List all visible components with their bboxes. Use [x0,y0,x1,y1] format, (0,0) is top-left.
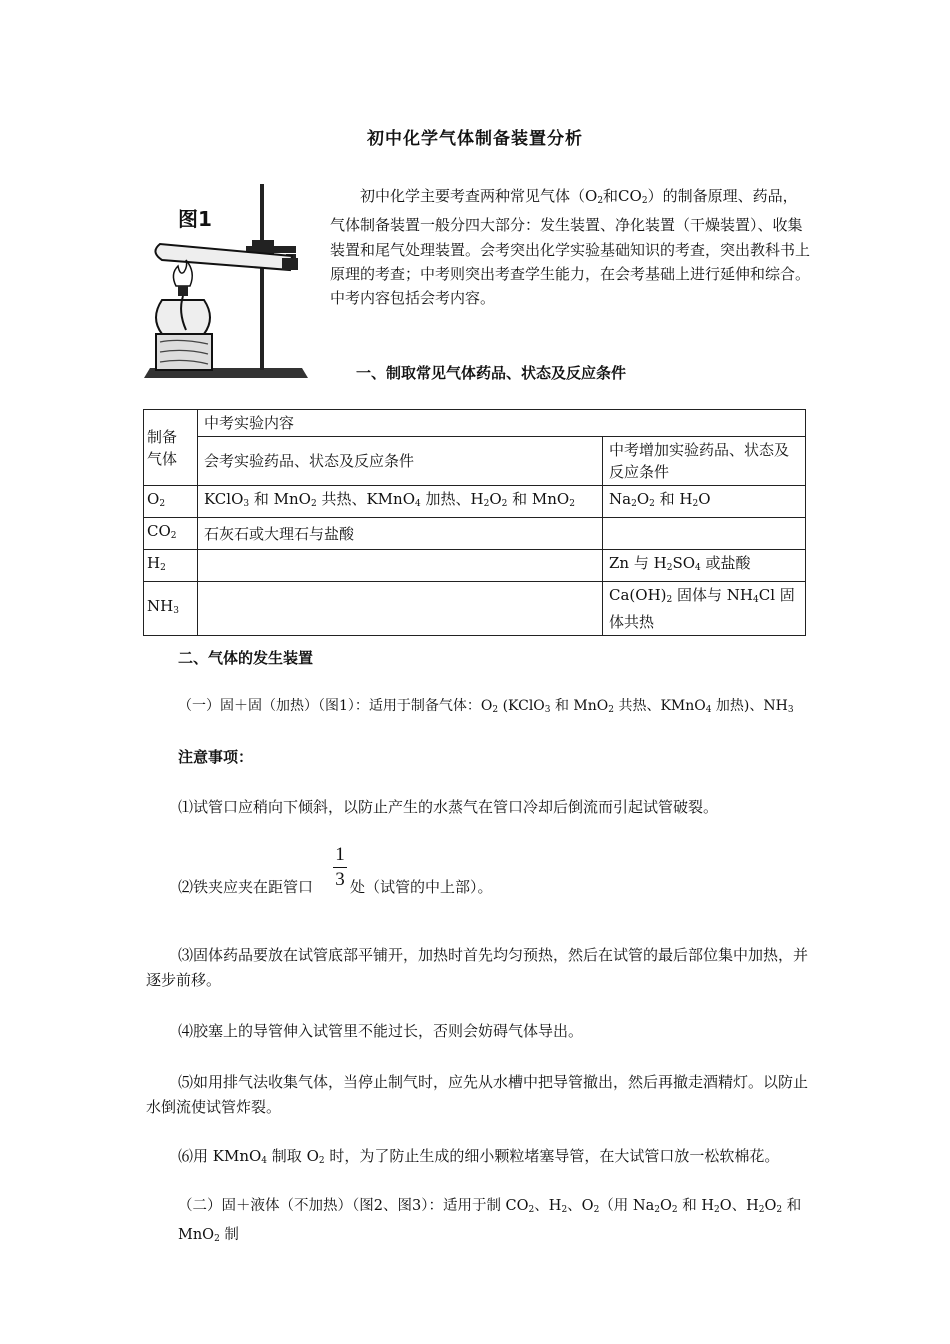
extra-header-cell: 中考增加实验药品、状态及反应条件 [603,437,806,486]
notes-title: 注意事项： [178,748,254,766]
intro-text-1: 初中化学主要考查两种常见气体（O [360,187,598,205]
apparatus-figure [140,182,312,386]
zhongkao-header-cell: 中考实验内容 [198,410,806,437]
section-heading-2: 二、气体的发生装置 [178,649,314,667]
gas-table [143,409,806,636]
intro-text-rest: 备原理、药品，气体制备装置一般分四大部分：发生装置、净化装置（干燥装置）、收集装置和尾气处理装置。会考突出化学实验基础知识的考查，突出教科书上原理的考查；中考则突出考查学生能力，在会考基础上进行延伸和综合。中考内容包括会考内容。 [330,187,811,308]
extra-cell: $Ca(OH)_2$ 固体与 $NH_4Cl$ 固体共热 [603,582,806,636]
huikao-cell [198,582,603,636]
fraction-denominator: 3 [335,869,345,890]
table-row [144,486,806,518]
solid-liquid-paragraph: （二）固＋液体（不加热）（图2、图3）：适用于制 $CO_2$、$H_2$、$O_2$（用 $Na_2O_2$ 和 $H_2O$、$H_2O_2$ 和 MnO$_2$ 制 [178,1198,802,1244]
gas-cell: $CO_2$ [144,518,198,550]
table-row [144,410,806,437]
figure-label: 图1 [178,207,212,231]
intro-sub-2: 2 [641,196,648,206]
gas-cell: $H_2$ [144,550,198,582]
table-row [144,518,806,550]
note-2-pre: ⑵铁夹应夹在距管口 [178,878,314,896]
note-5: ⑸如用排气法收集气体，当停止制气时，应先从水槽中把导管撤出，然后再撤走酒精灯。以防止水倒流使试管炸裂。 [146,1073,809,1116]
fraction-numerator: 1 [335,844,345,865]
note-1: ⑴试管口应稍向下倾斜，以防止产生的水蒸气在管口冷却后倒流而引起试管破裂。 [178,798,719,816]
note-3: ⑶固体药品要放在试管底部平铺开，加热时首先均匀预热，然后在试管的最后部位集中加热，并逐步前移。 [146,946,809,989]
intro-paragraph [330,184,812,310]
gas-cell: $NH_3$ [144,582,198,636]
huikao-cell: KClO$_3$ 和 MnO$_2$ 共热、KMnO$_4$ 加热、$H_2O_2$ 和 MnO$_2$ [198,486,603,518]
gas-cell: $O_2$ [144,486,198,518]
intro-text-2: 和CO [603,187,642,205]
intro-text-3: ）的制 [647,187,693,205]
table-row [144,582,806,636]
extra-cell: Zn 与 $H_2SO_4$ 或盐酸 [603,550,806,582]
fraction-one-third [333,844,347,891]
section-heading-1: 一、制取常见气体药品、状态及反应条件 [356,364,627,382]
extra-cell: $Na_2O_2$ 和 $H_2O$ [603,486,806,518]
solid-solid-paragraph: （一）固＋固（加热）（图1）：适用于制备气体：$O_2$ (KClO$_3$ 和 MnO$_2$ 共热、KMnO$_4$ 加热)、$NH_3$ [178,698,794,715]
page-title: 初中化学气体制备装置分析 [367,129,583,149]
note-2-post: 处（试管的中上部）。 [350,878,493,896]
huikao-cell: 石灰石或大理石与盐酸 [198,518,603,550]
gas-header-cell: 制备气体 [144,410,198,486]
intro-sub-1: 2 [597,196,604,206]
note-4: ⑷胶塞上的导管伸入试管里不能过长，否则会妨碍气体导出。 [178,1022,584,1040]
huikao-cell [198,550,603,582]
table-row [144,437,806,486]
extra-cell [603,518,806,550]
note-6: ⑹用 KMnO$_4$ 制取 $O_2$ 时，为了防止生成的细小颗粒堵塞导管，在大试管口放一松软棉花。 [178,1147,780,1166]
table-row [144,550,806,582]
huikao-header-cell: 会考实验药品、状态及反应条件 [198,437,603,486]
